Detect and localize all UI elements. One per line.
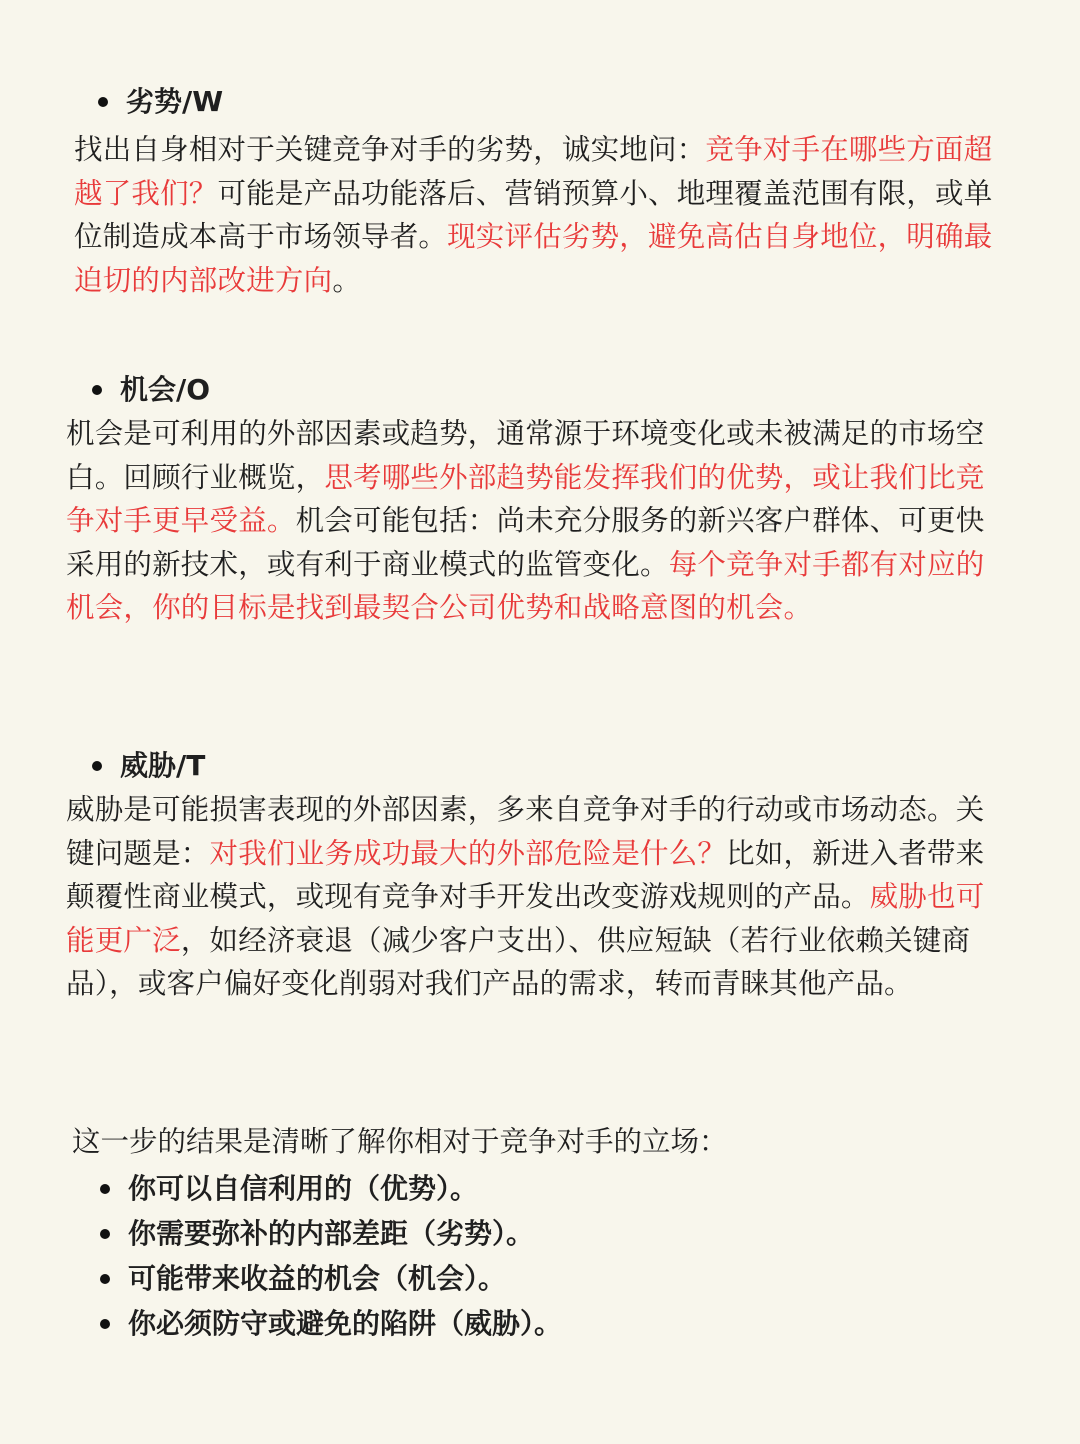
bullet-icon bbox=[100, 1274, 110, 1284]
text-segment: 找出自身相对于关键竞争对手的劣势，诚实地问： bbox=[74, 133, 706, 166]
list-item bbox=[100, 1211, 1080, 1256]
highlight-segment: 现实评估劣势，避免高估自身地位，明确最迫切的内部改进方向 bbox=[74, 220, 993, 297]
threat-paragraph bbox=[66, 788, 1001, 1006]
highlight-segment: 每个竞争对手都有对应的机会，你的目标是找到最契合公司优势和战略意图的机会。 bbox=[66, 547, 985, 625]
summary-intro: 这一步的结果是清晰了解你相对于竞争对手的立场： bbox=[72, 1125, 728, 1158]
weakness-heading bbox=[0, 82, 1080, 122]
weakness-heading-text: 劣势/W bbox=[126, 85, 224, 118]
summary-list bbox=[0, 1166, 1080, 1346]
highlight-segment: 思考哪些外部趋势能发挥我们的优势，或让我们比竞争对手更早受益。 bbox=[66, 460, 985, 538]
highlight-segment: 竞争对手在哪些方面超越了我们？ bbox=[74, 133, 993, 210]
list-item bbox=[100, 1256, 1080, 1301]
text-segment: ，如经济衰退（减少客户支出）、供应短缺（若行业依赖关键商品），或客户偏好变化削弱对我们产品的需求，转而青睐其他产品。 bbox=[66, 923, 971, 1001]
threat-heading-text: 威胁/T bbox=[120, 749, 206, 782]
text-segment: 可能是产品功能落后、营销预算小、地理覆盖范围有限，或单位制造成本高于市场领导者。 bbox=[74, 176, 993, 254]
threat-heading bbox=[0, 746, 1080, 786]
bullet-icon bbox=[98, 97, 108, 107]
list-item-text: 你需要弥补的内部差距（劣势）。 bbox=[128, 1217, 535, 1250]
text-segment: 。 bbox=[332, 263, 362, 297]
highlight-segment: 威胁也可能更广泛 bbox=[66, 880, 985, 957]
list-item bbox=[100, 1166, 1080, 1211]
section-summary bbox=[0, 1120, 1080, 1346]
bullet-icon bbox=[100, 1229, 110, 1239]
highlight-segment: 对我们业务成功最大的外部危险是什么？ bbox=[209, 836, 727, 870]
text-segment: 威胁是可能损害表现的外部因素，多来自竞争对手的行动或市场动态。关键问题是： bbox=[66, 793, 985, 870]
section-opportunity bbox=[0, 370, 1080, 630]
opportunity-paragraph bbox=[66, 412, 1001, 630]
section-threat bbox=[0, 746, 1080, 1006]
text-segment: 机会是可利用的外部因素或趋势，通常源于环境变化或未被满足的市场空白。回顾行业概览， bbox=[66, 417, 985, 494]
opportunity-heading-text: 机会/O bbox=[120, 373, 211, 406]
list-item-text: 你必须防守或避免的陷阱（威胁）。 bbox=[128, 1307, 563, 1340]
bullet-icon bbox=[100, 1184, 110, 1194]
bullet-icon bbox=[100, 1319, 110, 1329]
weakness-paragraph bbox=[74, 128, 1004, 302]
list-item bbox=[100, 1301, 1080, 1346]
opportunity-heading bbox=[0, 370, 1080, 410]
bullet-icon bbox=[92, 385, 102, 395]
text-segment: 比如，新进入者带来颠覆性商业模式，或现有竞争对手开发出改变游戏规则的产品。 bbox=[66, 836, 985, 914]
bullet-icon bbox=[92, 761, 102, 771]
text-segment: 机会可能包括：尚未充分服务的新兴客户群体、可更快采用的新技术，或有利于商业模式的监管变化。 bbox=[66, 504, 985, 581]
list-item-text: 你可以自信利用的（优势）。 bbox=[128, 1172, 479, 1205]
section-weakness bbox=[0, 82, 1080, 302]
list-item-text: 可能带来收益的机会（机会）。 bbox=[128, 1262, 507, 1295]
